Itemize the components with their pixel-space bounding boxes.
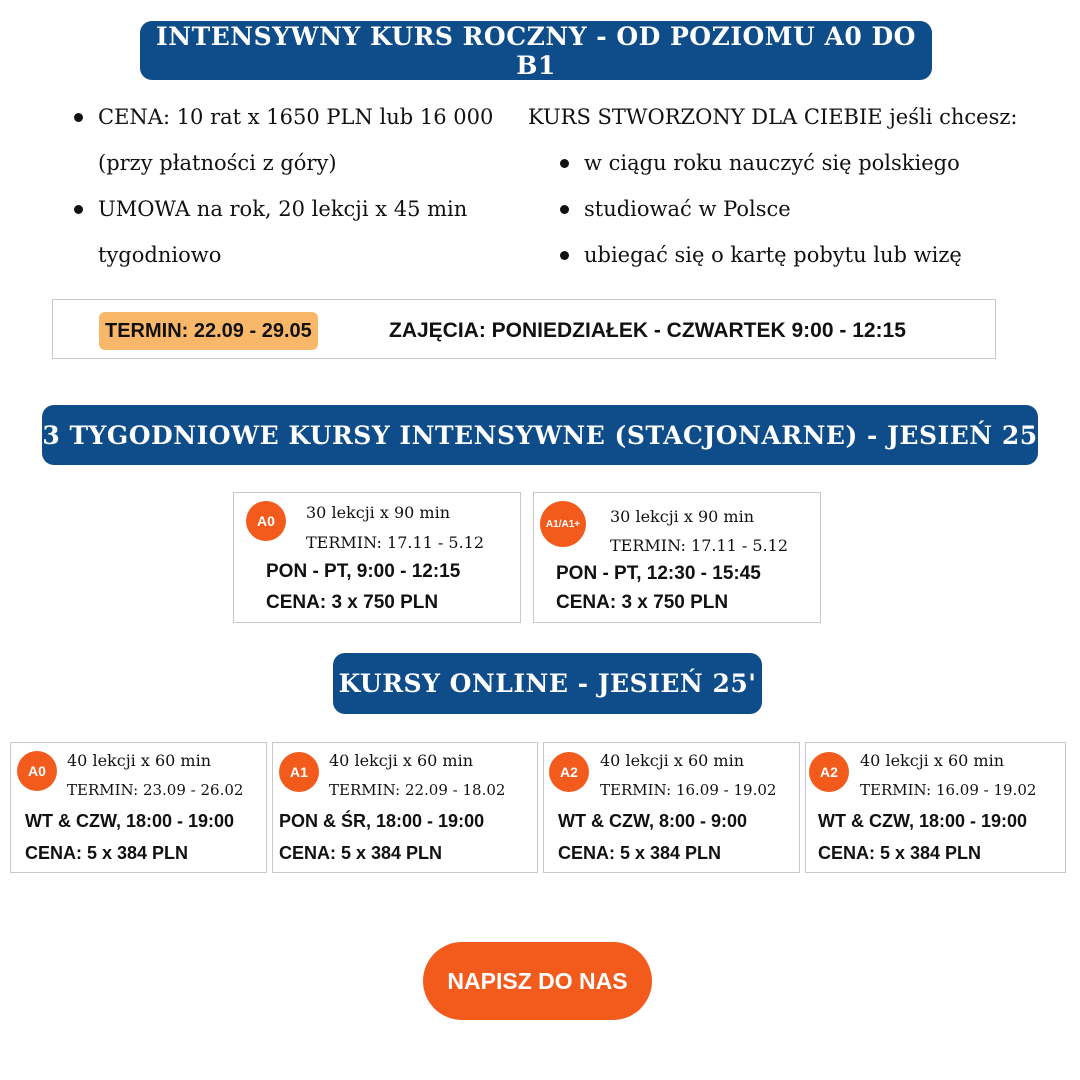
- online-courses-title: KURSY ONLINE - JESIEŃ 25': [333, 653, 762, 714]
- stationary-card-a1: [533, 492, 821, 623]
- price: CENA: 5 x 384 PLN: [558, 843, 722, 863]
- level-badge: A0: [246, 501, 286, 541]
- lessons-count: 40 lekcji x 60 min: [67, 751, 211, 770]
- term-dates: TERMIN: 17.11 - 5.12: [610, 536, 789, 555]
- stationary-courses-title: 3 TYGODNIOWE KURSY INTENSYWNE (STACJONARNE) - JESIEŃ 25: [42, 405, 1038, 465]
- term-dates: TERMIN: 16.09 - 19.02: [600, 781, 777, 799]
- price: CENA: 5 x 384 PLN: [279, 843, 443, 863]
- annual-course-title: INTENSYWNY KURS ROCZNY - OD POZIOMU A0 DO B1: [140, 21, 932, 80]
- level-badge: A2: [809, 752, 849, 792]
- lessons-count: 30 lekcji x 90 min: [306, 503, 450, 522]
- level-badge: A2: [549, 752, 589, 792]
- term-dates: TERMIN: 23.09 - 26.02: [67, 781, 244, 799]
- price: CENA: 5 x 384 PLN: [818, 843, 982, 863]
- price: CENA: 3 x 750 PLN: [556, 592, 729, 613]
- schedule: PON & ŚR, 18:00 - 19:00: [279, 811, 485, 831]
- schedule: PON - PT, 9:00 - 12:15: [266, 561, 461, 582]
- target-heading: KURS STWORZONY DLA CIEBIE jeśli chcesz:: [528, 105, 1018, 129]
- term-dates: TERMIN: 17.11 - 5.12: [306, 533, 485, 552]
- contact-us-button[interactable]: NAPISZ DO NAS: [423, 942, 652, 1020]
- schedule: WT & CZW, 18:00 - 19:00: [25, 811, 235, 831]
- goal-bullet: ubiegać się o kartę pobytu lub wizę: [554, 232, 1054, 278]
- goal-bullet: w ciągu roku nauczyć się polskiego: [554, 140, 1054, 186]
- level-badge: A0: [17, 751, 57, 791]
- term-dates: TERMIN: 16.09 - 19.02: [860, 781, 1037, 799]
- stationary-card-a0: [233, 492, 521, 623]
- lessons-count: 40 lekcji x 60 min: [600, 751, 744, 770]
- annual-left-bullets: [68, 94, 508, 278]
- online-card-a1: [272, 742, 538, 873]
- online-card-a2-morning: [543, 742, 800, 873]
- class-days: ZAJĘCIA: PONIEDZIAŁEK - CZWARTEK 9:00 - 12:15: [389, 319, 906, 342]
- goal-bullet: studiować w Polsce: [554, 186, 1054, 232]
- lessons-count: 40 lekcji x 60 min: [860, 751, 1004, 770]
- lessons-count: 30 lekcji x 90 min: [610, 507, 754, 526]
- schedule: WT & CZW, 8:00 - 9:00: [558, 811, 748, 831]
- term-dates: TERMIN: 22.09 - 18.02: [329, 781, 506, 799]
- online-card-a0: [10, 742, 267, 873]
- online-card-a2-evening: [805, 742, 1066, 873]
- contract-bullet: UMOWA na rok, 20 lekcji x 45 min tygodniowo: [68, 186, 508, 278]
- level-badge: A1: [279, 752, 319, 792]
- level-badge: A1/A1+: [540, 501, 586, 547]
- price-bullet: CENA: 10 rat x 1650 PLN lub 16 000 (przy płatności z góry): [68, 94, 508, 186]
- schedule: WT & CZW, 18:00 - 19:00: [818, 811, 1028, 831]
- lessons-count: 40 lekcji x 60 min: [329, 751, 473, 770]
- price: CENA: 3 x 750 PLN: [266, 592, 439, 613]
- price: CENA: 5 x 384 PLN: [25, 843, 189, 863]
- annual-right-bullets: [554, 140, 1054, 278]
- termin-highlight: TERMIN: 22.09 - 29.05: [99, 312, 318, 350]
- annual-schedule-box: [52, 299, 996, 359]
- schedule: PON - PT, 12:30 - 15:45: [556, 563, 761, 584]
